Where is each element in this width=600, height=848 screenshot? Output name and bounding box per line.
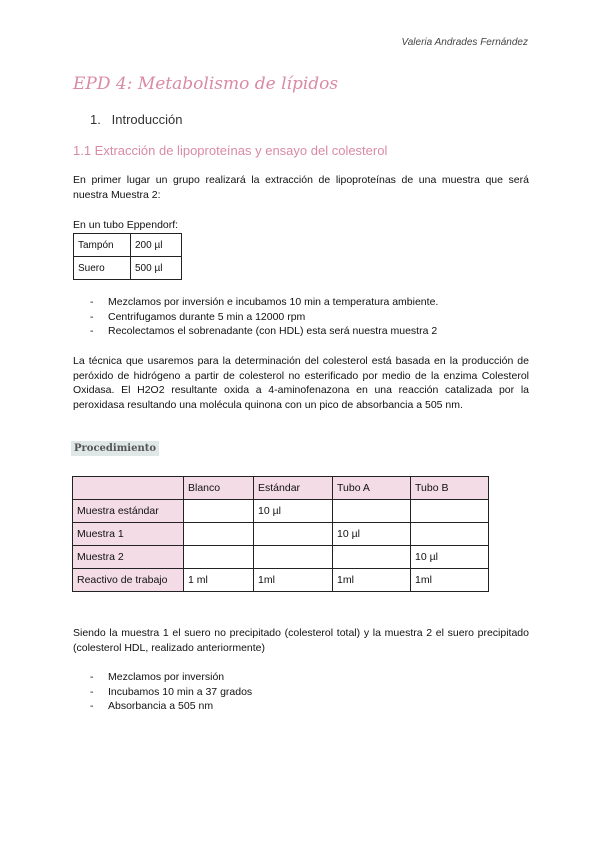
- table-cell: [254, 523, 333, 546]
- row-header-cell: Muestra estándar: [73, 500, 184, 523]
- table-row: [73, 569, 489, 592]
- list-item: - Incubamos 10 min a 37 grados: [90, 685, 252, 700]
- section-number: 1.: [90, 112, 101, 127]
- table-header-cell: [73, 477, 184, 500]
- table-cell: 10 µl: [254, 500, 333, 523]
- table-cell: 200 µl: [131, 234, 182, 257]
- technique-paragraph: La técnica que usaremos para la determinación del colesterol está basada en la producción de peróxido de hidrógeno a partir de colesterol no esterificado por medio de la enzima Colesterol Oxidasa. El H2O2 resultante oxida a 4-aminofenazona en una reacción catalizada por la peroxidasa resultando una molécula quinona con un pico de absorbancia a 505 nm.: [73, 355, 529, 411]
- table-cell: [184, 500, 254, 523]
- steps-list-1: [90, 295, 438, 339]
- samples-paragraph: Siendo la muestra 1 el suero no precipitado (colesterol total) y la muestra 2 el suero precipitado (colesterol HDL, realizado anteriormente): [73, 627, 529, 654]
- subsection-heading: 1.1 Extracción de lipoproteínas y ensayo del colesterol: [73, 143, 388, 158]
- table-cell: 1ml: [254, 569, 333, 592]
- table-cell: [411, 523, 489, 546]
- table-cell: [411, 500, 489, 523]
- table-cell: 1ml: [333, 569, 411, 592]
- table-cell: 500 µl: [131, 257, 182, 280]
- table-row: [73, 500, 489, 523]
- table-header-row: [73, 477, 489, 500]
- procedure-label: Procedimiento: [71, 441, 159, 456]
- table-row: [74, 234, 182, 257]
- row-header-cell: Muestra 2: [73, 546, 184, 569]
- list-item: - Absorbancia a 505 nm: [90, 699, 252, 714]
- table-header-cell: Blanco: [184, 477, 254, 500]
- table-cell: 10 µl: [411, 546, 489, 569]
- list-item: - Recolectamos el sobrenadante (con HDL) esta será nuestra muestra 2: [90, 324, 438, 339]
- table-cell: Suero: [74, 257, 131, 280]
- table-cell: Tampón: [74, 234, 131, 257]
- section-title: Introducción: [111, 112, 183, 127]
- table-cell: [254, 546, 333, 569]
- steps-list-2: [90, 670, 252, 714]
- table-cell: 10 µl: [333, 523, 411, 546]
- intro-paragraph: En primer lugar un grupo realizará la extracción de lipoproteínas de una muestra que será nuestra Muestra 2:: [73, 174, 529, 201]
- table-cell: 1ml: [411, 569, 489, 592]
- eppendorf-label: En un tubo Eppendorf:: [73, 219, 179, 231]
- table-row: [73, 546, 489, 569]
- table-row: [73, 523, 489, 546]
- eppendorf-table: [73, 233, 182, 280]
- author-name: Valeria Andrades Fernández: [401, 37, 528, 48]
- list-item: - Mezclamos por inversión e incubamos 10 min a temperatura ambiente.: [90, 295, 438, 310]
- table-cell: 1 ml: [184, 569, 254, 592]
- table-header-cell: Tubo A: [333, 477, 411, 500]
- table-cell: [333, 500, 411, 523]
- row-header-cell: Reactivo de trabajo: [73, 569, 184, 592]
- table-row: [74, 257, 182, 280]
- row-header-cell: Muestra 1: [73, 523, 184, 546]
- procedure-table: [72, 476, 489, 592]
- table-cell: [184, 546, 254, 569]
- table-cell: [333, 546, 411, 569]
- table-cell: [184, 523, 254, 546]
- table-header-cell: Estándar: [254, 477, 333, 500]
- list-item: - Centrifugamos durante 5 min a 12000 rpm: [90, 310, 438, 325]
- table-header-cell: Tubo B: [411, 477, 489, 500]
- document-title: EPD 4: Metabolismo de lípidos: [73, 74, 339, 94]
- list-item: - Mezclamos por inversión: [90, 670, 252, 685]
- section-heading: [90, 112, 182, 127]
